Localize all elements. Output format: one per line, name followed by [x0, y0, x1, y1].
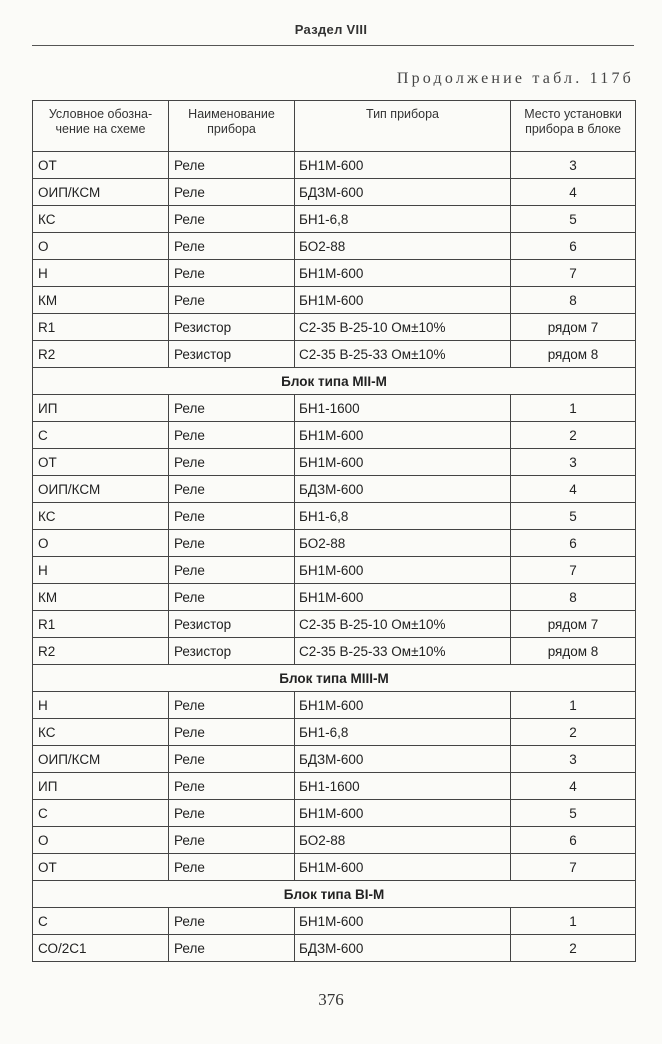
- cell-device-name: Реле: [169, 179, 295, 206]
- table-continuation-caption: Продолжение табл. 117б: [396, 70, 634, 87]
- cell-device-name: Реле: [169, 773, 295, 800]
- cell-designation: ОТ: [33, 152, 169, 179]
- table-row: [33, 422, 636, 449]
- cell-designation: О: [33, 233, 169, 260]
- cell-designation: КС: [33, 206, 169, 233]
- cell-device-type: С2-35 В-25-10 Ом±10%: [295, 611, 511, 638]
- cell-device-type: С2-35 В-25-33 Ом±10%: [295, 341, 511, 368]
- cell-position: 7: [511, 557, 636, 584]
- cell-device-type: С2-35 В-25-10 Ом±10%: [295, 314, 511, 341]
- cell-device-type: БН1-6,8: [295, 719, 511, 746]
- table-header: [33, 101, 636, 152]
- cell-position: 6: [511, 233, 636, 260]
- cell-designation: R1: [33, 314, 169, 341]
- cell-device-type: БН1М-600: [295, 422, 511, 449]
- cell-device-type: БН1М-600: [295, 260, 511, 287]
- running-head: Раздел VIII: [294, 22, 368, 37]
- cell-device-name: Реле: [169, 530, 295, 557]
- column-header-position: Место установки прибора в блоке: [511, 101, 636, 152]
- page-number: 376: [318, 990, 344, 1009]
- section-title: Блок типа МIII-М: [33, 665, 636, 692]
- cell-device-type: БО2-88: [295, 233, 511, 260]
- cell-device-type: БН1М-600: [295, 854, 511, 881]
- cell-position: 7: [511, 854, 636, 881]
- table-row: [33, 827, 636, 854]
- cell-designation: ОИП/КСМ: [33, 746, 169, 773]
- cell-device-name: Резистор: [169, 611, 295, 638]
- cell-position: 2: [511, 422, 636, 449]
- cell-device-name: Реле: [169, 260, 295, 287]
- cell-device-name: Резистор: [169, 638, 295, 665]
- cell-designation: О: [33, 530, 169, 557]
- cell-position: 2: [511, 935, 636, 962]
- cell-designation: ИП: [33, 395, 169, 422]
- cell-position: 8: [511, 584, 636, 611]
- cell-device-name: Реле: [169, 692, 295, 719]
- cell-device-name: Резистор: [169, 314, 295, 341]
- cell-position: рядом 8: [511, 341, 636, 368]
- table-row: [33, 503, 636, 530]
- cell-designation: КМ: [33, 584, 169, 611]
- column-header-designation: Условное обозна- чение на схеме: [33, 101, 169, 152]
- column-header-name: Наименование прибора: [169, 101, 295, 152]
- cell-device-type: С2-35 В-25-33 Ом±10%: [295, 638, 511, 665]
- cell-position: 2: [511, 719, 636, 746]
- cell-device-name: Реле: [169, 395, 295, 422]
- table-row: [33, 287, 636, 314]
- cell-device-type: БО2-88: [295, 827, 511, 854]
- cell-position: 4: [511, 773, 636, 800]
- cell-device-type: БДЗМ-600: [295, 746, 511, 773]
- cell-position: рядом 7: [511, 611, 636, 638]
- header-row: [33, 101, 636, 152]
- table-row: [33, 449, 636, 476]
- cell-device-name: Реле: [169, 719, 295, 746]
- cell-designation: С: [33, 908, 169, 935]
- cell-position: 5: [511, 800, 636, 827]
- table-row: [33, 908, 636, 935]
- table-row: [33, 935, 636, 962]
- cell-device-name: Реле: [169, 422, 295, 449]
- cell-position: 1: [511, 395, 636, 422]
- cell-position: 5: [511, 503, 636, 530]
- cell-device-type: БН1-1600: [295, 773, 511, 800]
- cell-position: 3: [511, 746, 636, 773]
- cell-position: 3: [511, 449, 636, 476]
- cell-device-name: Реле: [169, 908, 295, 935]
- cell-position: 1: [511, 692, 636, 719]
- table-row: [33, 530, 636, 557]
- cell-device-type: БДЗМ-600: [295, 179, 511, 206]
- table-row: [33, 584, 636, 611]
- table-row: [33, 773, 636, 800]
- cell-device-type: БН1М-600: [295, 908, 511, 935]
- cell-position: 1: [511, 908, 636, 935]
- table-row: [33, 152, 636, 179]
- cell-device-type: БН1М-600: [295, 584, 511, 611]
- cell-position: 4: [511, 476, 636, 503]
- section-row: [33, 368, 636, 395]
- section-title: Блок типа МII-М: [33, 368, 636, 395]
- cell-designation: СО/2С1: [33, 935, 169, 962]
- cell-device-type: БН1М-600: [295, 287, 511, 314]
- cell-device-type: БДЗМ-600: [295, 935, 511, 962]
- cell-designation: Н: [33, 557, 169, 584]
- cell-device-name: Реле: [169, 557, 295, 584]
- cell-designation: ОИП/КСМ: [33, 476, 169, 503]
- cell-position: 5: [511, 206, 636, 233]
- table-row: [33, 341, 636, 368]
- table-row: [33, 638, 636, 665]
- section-row: [33, 665, 636, 692]
- cell-designation: КС: [33, 503, 169, 530]
- cell-designation: КМ: [33, 287, 169, 314]
- table-row: [33, 800, 636, 827]
- cell-designation: Н: [33, 260, 169, 287]
- table-row: [33, 233, 636, 260]
- cell-position: 3: [511, 152, 636, 179]
- section-row: [33, 881, 636, 908]
- table-row: [33, 611, 636, 638]
- cell-device-name: Реле: [169, 503, 295, 530]
- cell-device-name: Реле: [169, 152, 295, 179]
- device-table: [32, 100, 636, 962]
- table-row: [33, 314, 636, 341]
- table-row: [33, 476, 636, 503]
- cell-device-name: Реле: [169, 584, 295, 611]
- table-row: [33, 854, 636, 881]
- cell-designation: ОТ: [33, 854, 169, 881]
- cell-device-type: БН1-6,8: [295, 503, 511, 530]
- cell-device-name: Реле: [169, 206, 295, 233]
- cell-device-name: Резистор: [169, 341, 295, 368]
- cell-device-type: БН1М-600: [295, 557, 511, 584]
- cell-position: рядом 8: [511, 638, 636, 665]
- cell-position: 6: [511, 530, 636, 557]
- cell-device-name: Реле: [169, 935, 295, 962]
- cell-device-type: БН1М-600: [295, 800, 511, 827]
- cell-designation: С: [33, 800, 169, 827]
- cell-device-name: Реле: [169, 827, 295, 854]
- section-title: Блок типа ВI-М: [33, 881, 636, 908]
- cell-designation: R2: [33, 638, 169, 665]
- cell-device-name: Реле: [169, 287, 295, 314]
- cell-device-name: Реле: [169, 854, 295, 881]
- cell-device-name: Реле: [169, 476, 295, 503]
- cell-position: 8: [511, 287, 636, 314]
- header-rule: [32, 45, 634, 46]
- cell-device-name: Реле: [169, 800, 295, 827]
- table-row: [33, 746, 636, 773]
- cell-device-type: БН1М-600: [295, 152, 511, 179]
- cell-designation: С: [33, 422, 169, 449]
- table-row: [33, 206, 636, 233]
- cell-designation: R2: [33, 341, 169, 368]
- cell-device-type: БО2-88: [295, 530, 511, 557]
- cell-device-type: БН1М-600: [295, 449, 511, 476]
- cell-position: рядом 7: [511, 314, 636, 341]
- cell-designation: КС: [33, 719, 169, 746]
- cell-designation: R1: [33, 611, 169, 638]
- table-row: [33, 395, 636, 422]
- cell-designation: ОИП/КСМ: [33, 179, 169, 206]
- column-header-type: Тип прибора: [295, 101, 511, 152]
- cell-device-name: Реле: [169, 746, 295, 773]
- cell-device-type: БН1-6,8: [295, 206, 511, 233]
- cell-designation: ИП: [33, 773, 169, 800]
- table-row: [33, 179, 636, 206]
- table-row: [33, 557, 636, 584]
- cell-position: 7: [511, 260, 636, 287]
- table-row: [33, 719, 636, 746]
- cell-position: 6: [511, 827, 636, 854]
- table-row: [33, 260, 636, 287]
- cell-device-type: БН1-1600: [295, 395, 511, 422]
- cell-designation: Н: [33, 692, 169, 719]
- cell-position: 4: [511, 179, 636, 206]
- cell-device-name: Реле: [169, 449, 295, 476]
- cell-designation: О: [33, 827, 169, 854]
- table-row: [33, 692, 636, 719]
- table-body: [33, 152, 636, 962]
- cell-device-name: Реле: [169, 233, 295, 260]
- cell-device-type: БДЗМ-600: [295, 476, 511, 503]
- cell-designation: ОТ: [33, 449, 169, 476]
- cell-device-type: БН1М-600: [295, 692, 511, 719]
